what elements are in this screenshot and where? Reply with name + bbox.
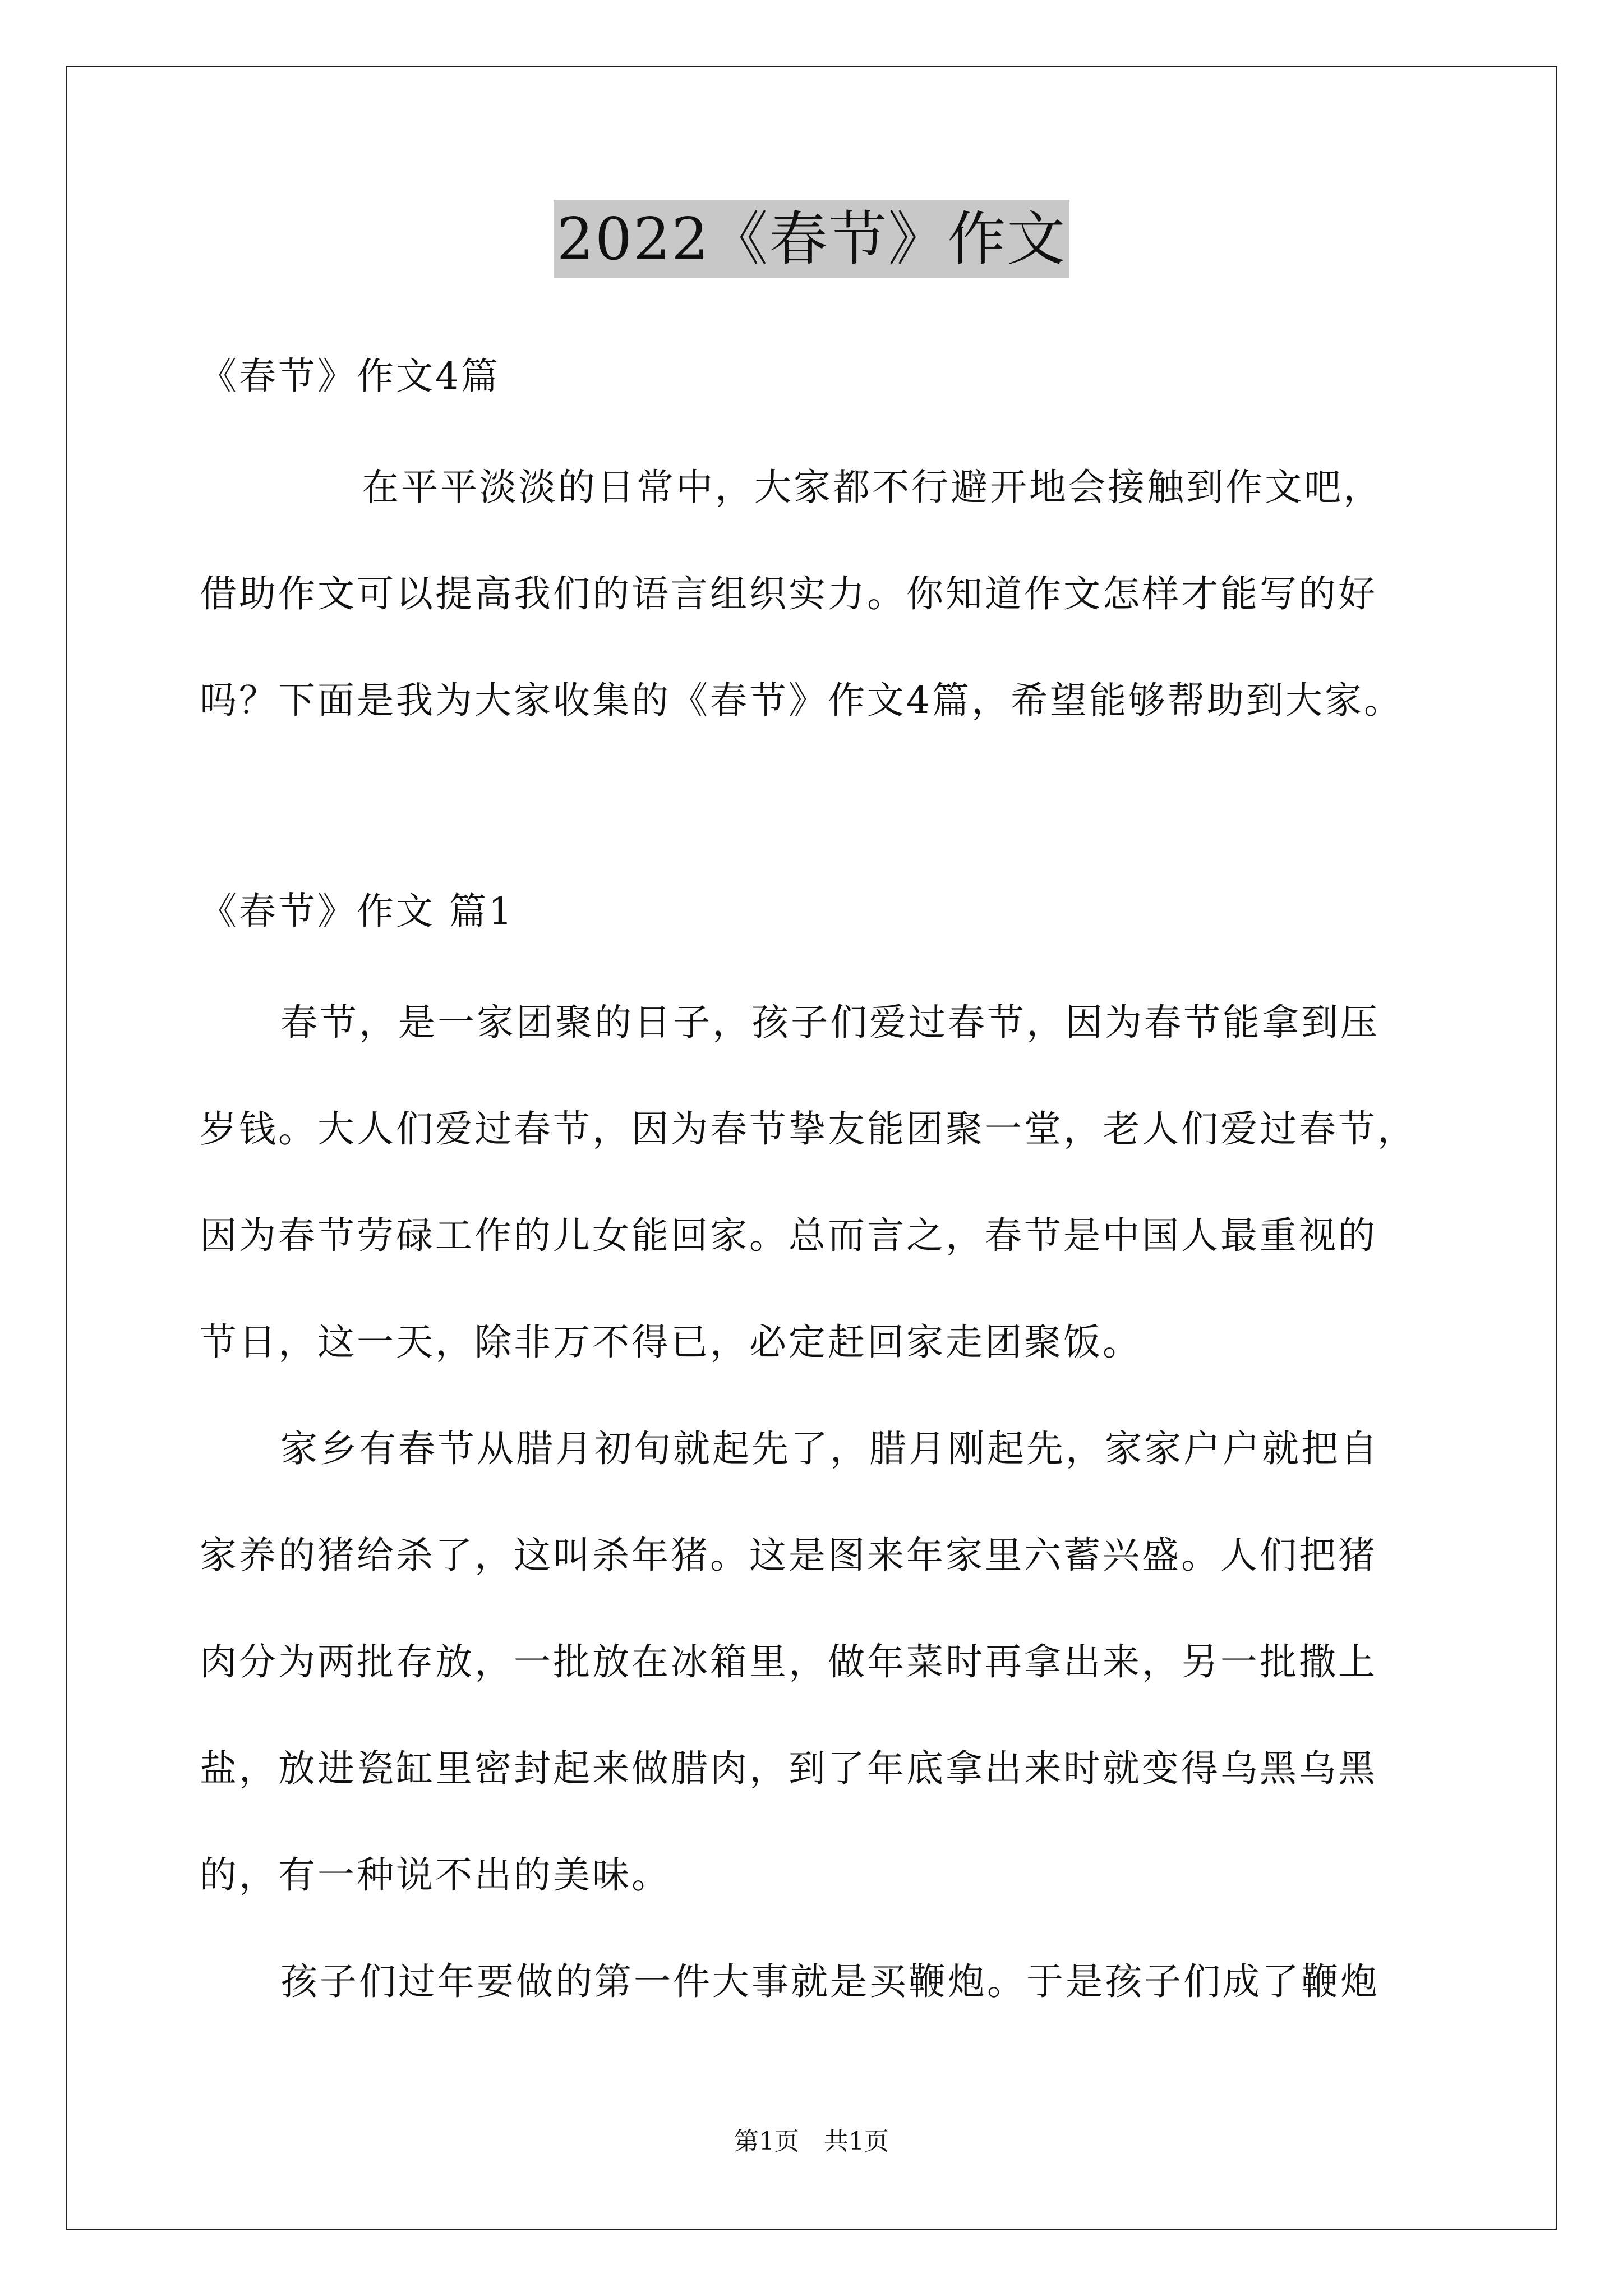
page-footer: 第1页 共1页	[734, 2127, 889, 2156]
paragraph-line: 孩子们过年要做的第一件大事就是买鞭炮。于是孩子们成了鞭炮	[280, 1960, 1380, 2003]
intro-heading: 《春节》作文4篇	[200, 355, 500, 398]
intro-line: 在平平淡淡的日常中，大家都不行避开地会接触到作文吧，	[362, 466, 1382, 509]
paragraph-line: 春节，是一家团聚的日子，孩子们爱过春节，因为春节能拿到压	[280, 1001, 1380, 1044]
paragraph-line: 盐，放进瓷缸里密封起来做腊肉，到了年底拿出来时就变得乌黑乌黑	[200, 1747, 1377, 1790]
paragraph-line: 家养的猪给杀了，这叫杀年猪。这是图来年家里六蓄兴盛。人们把猪	[200, 1534, 1377, 1577]
paragraph-line: 因为春节劳碌工作的儿女能回家。总而言之，春节是中国人最重视的	[200, 1214, 1377, 1257]
paragraph-line: 家乡有春节从腊月初旬就起先了，腊月刚起先，家家户户就把自	[280, 1427, 1380, 1470]
intro-line: 吗？下面是我为大家收集的《春节》作文4篇，希望能够帮助到大家。	[200, 679, 1403, 722]
paragraph-line: 岁钱。大人们爱过春节，因为春节挚友能团聚一堂，老人们爱过春节，	[200, 1107, 1417, 1151]
section-heading: 《春节》作文 篇1	[200, 890, 514, 933]
document-title: 2022《春节》作文	[554, 200, 1070, 278]
title-container	[0, 200, 1623, 278]
paragraph-line: 肉分为两批存放，一批放在冰箱里，做年菜时再拿出来，另一批撒上	[200, 1640, 1377, 1683]
paragraph-line: 节日，这一天，除非万不得已，必定赶回家走团聚饭。	[200, 1320, 1142, 1364]
paragraph-line: 的，有一种说不出的美味。	[200, 1853, 671, 1897]
intro-line: 借助作文可以提高我们的语言组织实力。你知道作文怎样才能写的好	[200, 572, 1377, 615]
